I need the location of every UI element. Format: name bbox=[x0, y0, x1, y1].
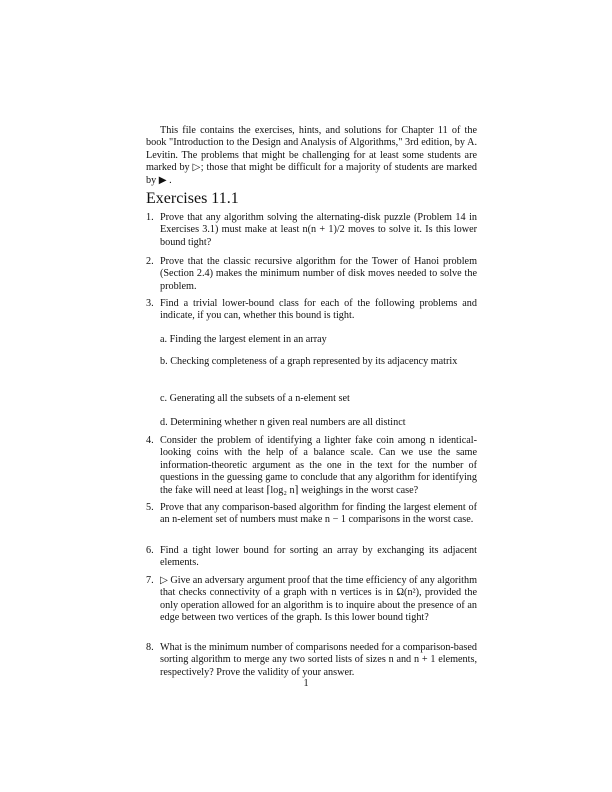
exercise-number: 4. bbox=[146, 435, 154, 446]
exercise-1 bbox=[146, 212, 477, 249]
exercise-number: 3. bbox=[146, 298, 154, 309]
subitem-b: b. Checking completeness of a graph represented by its adjacency matrix bbox=[160, 356, 458, 367]
section-title: Exercises 11.1 bbox=[146, 190, 239, 207]
subitem-a: a. Finding the largest element in an array bbox=[160, 334, 327, 345]
exercise-5 bbox=[146, 502, 477, 527]
exercise-text: Prove that any algorithm solving the alternating-disk puzzle (Problem 14 in Exercises 3.1) must make at least n(n + 1)/2 moves to solve it. Is this lower bound tight? bbox=[160, 212, 477, 248]
exercise-number: 7. bbox=[146, 575, 154, 586]
exercise-text: Prove that the classic recursive algorithm for the Tower of Hanoi problem (Section 2.4) makes the minimum number of disk moves needed to solve the problem. bbox=[160, 256, 477, 292]
exercise-7 bbox=[146, 575, 477, 625]
exercise-number: 6. bbox=[146, 545, 154, 556]
exercise-text: Find a trivial lower-bound class for each of the following problems and indicate, if you can, whether this bound is tight. bbox=[160, 298, 477, 322]
subitem-d: d. Determining whether n given real numbers are all distinct bbox=[160, 417, 406, 428]
exercise-3 bbox=[146, 298, 477, 323]
exercise-number: 5. bbox=[146, 502, 154, 513]
exercise-8 bbox=[146, 642, 477, 679]
exercise-text: Find a tight lower bound for sorting an array by exchanging its adjacent elements. bbox=[160, 545, 477, 569]
exercise-6 bbox=[146, 545, 477, 570]
exercise-number: 1. bbox=[146, 212, 154, 223]
exercise-4 bbox=[146, 435, 477, 497]
exercise-number: 2. bbox=[146, 256, 154, 267]
exercise-text: Consider the problem of identifying a lighter fake coin among n identical-looking coins with the help of a balance scale. Can we use the same information-theoretic argument as the one in the text for the number of questions in the guessing game to conclude that any algorithm for identifying the fake will need at least ⌈log₂ n⌉ weighings in the worst case? bbox=[160, 435, 477, 496]
exercise-text: Prove that any comparison-based algorithm for finding the largest element of an n-element set of numbers must make n − 1 comparisons in the worst case. bbox=[160, 502, 477, 526]
intro-paragraph: This file contains the exercises, hints, and solutions for Chapter 11 of the book "Introduction to the Design and Analysis of Algorithms," 3rd edition, by A. Levitin. The problems that might be challenging for at least some students are marked by ▷; those that might be difficult for a majority of students are marked by ▶ . bbox=[146, 125, 477, 186]
page-number: 1 bbox=[303, 678, 309, 689]
exercise-text: ▷ Give an adversary argument proof that the time efficiency of any algorithm that checks connectivity of a graph with n vertices is in Ω(n²), provided the only operation allowed for an algorithm is to inquire about the presence of an edge between two vertices of the graph. Is this lower bound tight? bbox=[160, 575, 477, 624]
exercise-text: What is the minimum number of comparisons needed for a comparison-based sorting algorithm to merge any two sorted lists of sizes n and n + 1 elements, respectively? Prove the validity of your answer. bbox=[160, 642, 477, 678]
exercise-2 bbox=[146, 256, 477, 293]
subitem-c: c. Generating all the subsets of a n-element set bbox=[160, 393, 350, 404]
exercise-number: 8. bbox=[146, 642, 154, 653]
